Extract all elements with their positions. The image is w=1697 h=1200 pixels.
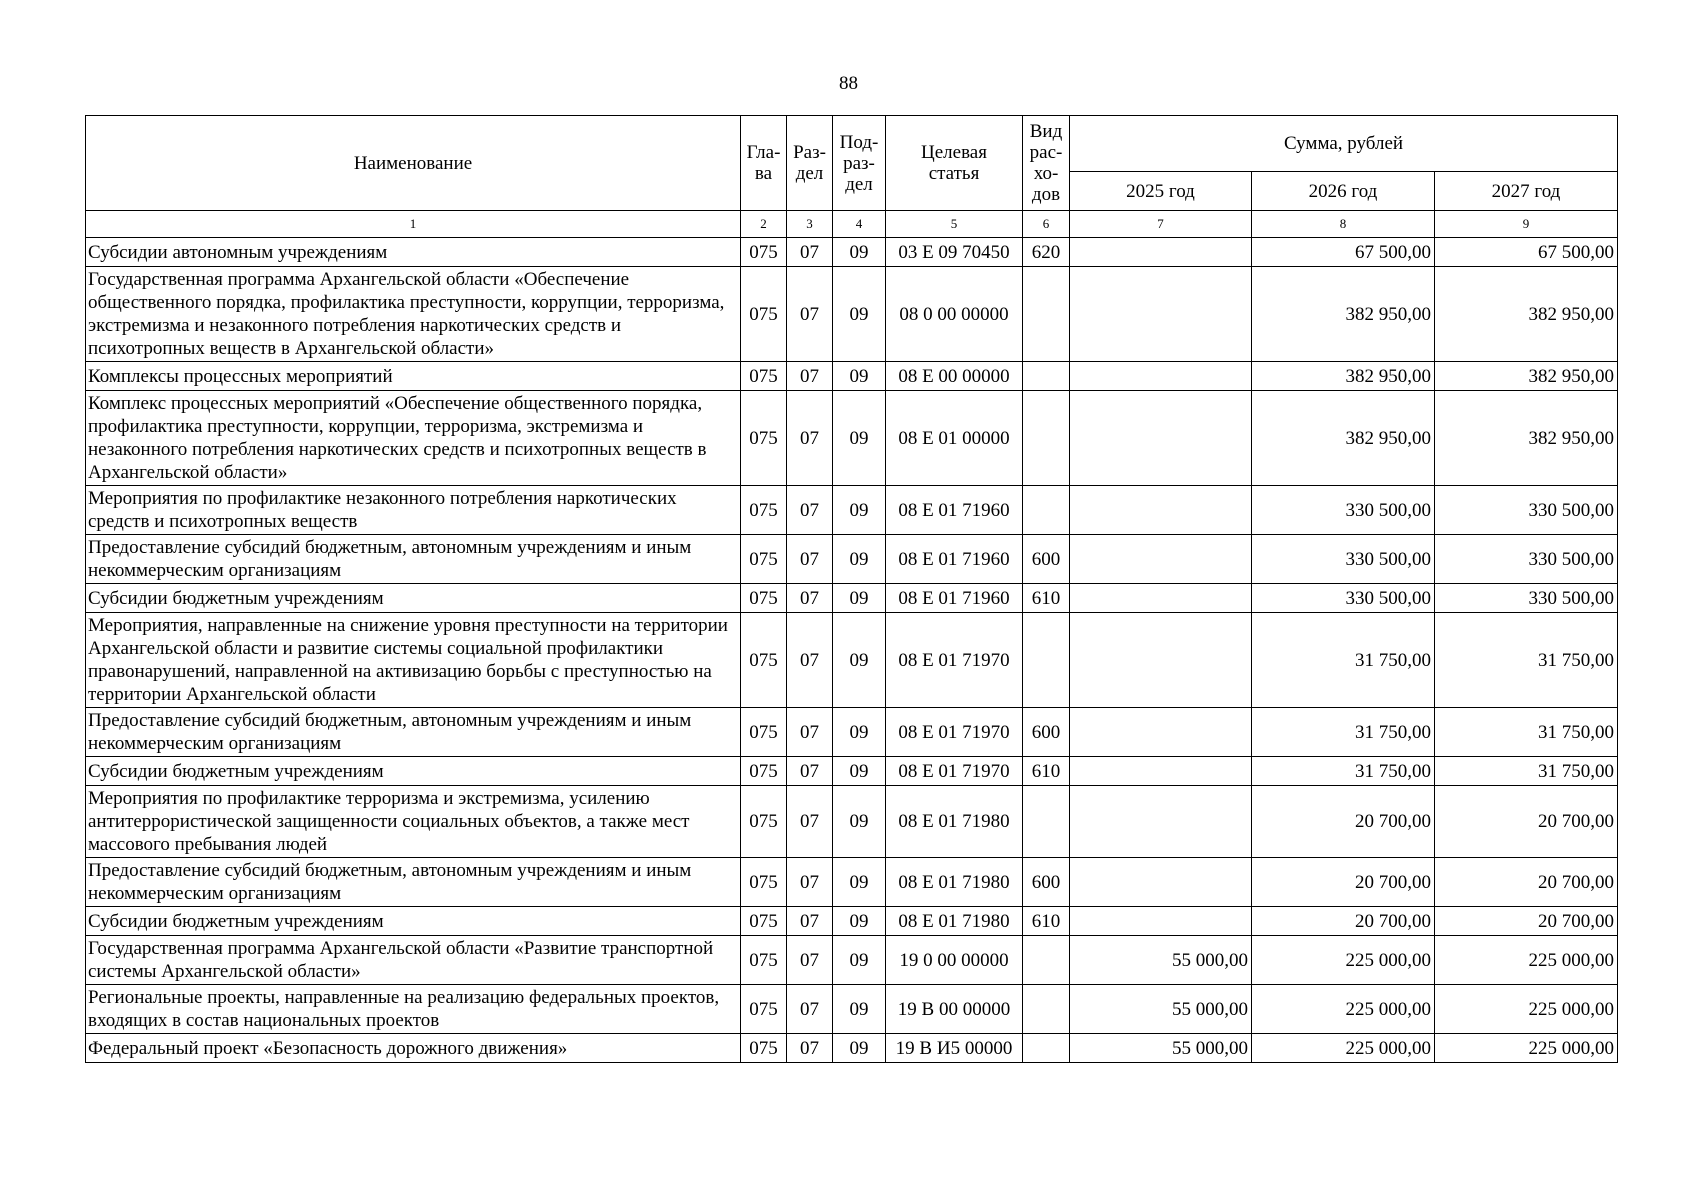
- cell-subsection: 09: [833, 486, 886, 535]
- cell-chapter: 075: [741, 936, 787, 985]
- cell-chapter: 075: [741, 238, 787, 267]
- column-number: 5: [886, 211, 1023, 238]
- cell-expense-type: 600: [1023, 708, 1070, 757]
- cell-expense-type: 600: [1023, 858, 1070, 907]
- table-row: [86, 362, 1618, 391]
- cell-target: 08 Е 01 71980: [886, 858, 1023, 907]
- cell-name: Предоставление субсидий бюджетным, автономным учреждениям и иным некоммерческим организациям: [86, 535, 741, 584]
- cell-subsection: 09: [833, 936, 886, 985]
- table-row: [86, 757, 1618, 786]
- cell-sum-2027: 20 700,00: [1435, 786, 1618, 858]
- header-name: Наименование: [86, 116, 741, 211]
- cell-subsection: 09: [833, 535, 886, 584]
- cell-sum-2025: [1070, 907, 1252, 936]
- cell-target: 19 В И5 00000: [886, 1034, 1023, 1063]
- cell-section: 07: [787, 936, 833, 985]
- cell-sum-2025: [1070, 786, 1252, 858]
- cell-section: 07: [787, 584, 833, 613]
- cell-expense-type: [1023, 391, 1070, 486]
- table-row: [86, 486, 1618, 535]
- cell-chapter: 075: [741, 486, 787, 535]
- page-number: 88: [839, 73, 858, 94]
- cell-sum-2025: [1070, 858, 1252, 907]
- header-chapter: Гла- ва: [741, 116, 787, 211]
- cell-subsection: 09: [833, 907, 886, 936]
- cell-sum-2025: [1070, 613, 1252, 708]
- cell-name: Субсидии бюджетным учреждениям: [86, 907, 741, 936]
- column-number: 8: [1252, 211, 1435, 238]
- cell-chapter: 075: [741, 613, 787, 708]
- cell-name: Субсидии автономным учреждениям: [86, 238, 741, 267]
- cell-section: 07: [787, 858, 833, 907]
- column-number: 9: [1435, 211, 1618, 238]
- cell-subsection: 09: [833, 757, 886, 786]
- cell-target: 08 Е 00 00000: [886, 362, 1023, 391]
- header-year-2026: 2026 год: [1252, 172, 1435, 211]
- cell-target: 08 Е 01 71960: [886, 486, 1023, 535]
- cell-expense-type: 610: [1023, 757, 1070, 786]
- cell-chapter: 075: [741, 267, 787, 362]
- header-target: Целевая статья: [886, 116, 1023, 211]
- cell-expense-type: [1023, 936, 1070, 985]
- cell-sum-2027: 31 750,00: [1435, 757, 1618, 786]
- cell-subsection: 09: [833, 858, 886, 907]
- cell-chapter: 075: [741, 535, 787, 584]
- cell-sum-2025: [1070, 238, 1252, 267]
- cell-sum-2025: [1070, 362, 1252, 391]
- cell-target: 03 Е 09 70450: [886, 238, 1023, 267]
- cell-name: Предоставление субсидий бюджетным, автономным учреждениям и иным некоммерческим организациям: [86, 858, 741, 907]
- cell-expense-type: [1023, 362, 1070, 391]
- cell-expense-type: 620: [1023, 238, 1070, 267]
- cell-target: 08 Е 01 71970: [886, 757, 1023, 786]
- cell-sum-2025: [1070, 757, 1252, 786]
- cell-sum-2027: 31 750,00: [1435, 613, 1618, 708]
- cell-name: Мероприятия, направленные на снижение уровня преступности на территории Архангельской области и развитие системы социальной профилактики правонарушений, направленной на активизацию борьбы с преступностью на территории Архангельской области: [86, 613, 741, 708]
- cell-target: 08 Е 01 71960: [886, 584, 1023, 613]
- cell-chapter: 075: [741, 362, 787, 391]
- table-row: [86, 858, 1618, 907]
- cell-chapter: 075: [741, 584, 787, 613]
- cell-section: 07: [787, 985, 833, 1034]
- cell-expense-type: [1023, 613, 1070, 708]
- cell-sum-2026: 330 500,00: [1252, 584, 1435, 613]
- cell-subsection: 09: [833, 267, 886, 362]
- cell-section: 07: [787, 613, 833, 708]
- cell-sum-2027: 330 500,00: [1435, 535, 1618, 584]
- cell-sum-2027: 20 700,00: [1435, 907, 1618, 936]
- cell-target: 08 Е 01 71970: [886, 613, 1023, 708]
- table-row: [86, 238, 1618, 267]
- cell-target: 08 Е 01 71960: [886, 535, 1023, 584]
- column-number: 3: [787, 211, 833, 238]
- cell-sum-2026: 382 950,00: [1252, 362, 1435, 391]
- table-row: [86, 267, 1618, 362]
- header-year-2027: 2027 год: [1435, 172, 1618, 211]
- header-sum: Сумма, рублей: [1070, 116, 1618, 172]
- cell-sum-2026: 225 000,00: [1252, 985, 1435, 1034]
- cell-section: 07: [787, 1034, 833, 1063]
- cell-target: 08 Е 01 71970: [886, 708, 1023, 757]
- cell-section: 07: [787, 535, 833, 584]
- cell-sum-2025: [1070, 535, 1252, 584]
- table-row: [86, 786, 1618, 858]
- cell-section: 07: [787, 757, 833, 786]
- cell-sum-2025: 55 000,00: [1070, 985, 1252, 1034]
- cell-sum-2027: 382 950,00: [1435, 362, 1618, 391]
- cell-sum-2026: 382 950,00: [1252, 267, 1435, 362]
- table-row: [86, 1034, 1618, 1063]
- cell-chapter: 075: [741, 985, 787, 1034]
- cell-target: 08 Е 01 71980: [886, 907, 1023, 936]
- cell-target: 08 0 00 00000: [886, 267, 1023, 362]
- cell-subsection: 09: [833, 985, 886, 1034]
- cell-sum-2026: 330 500,00: [1252, 535, 1435, 584]
- cell-subsection: 09: [833, 1034, 886, 1063]
- cell-chapter: 075: [741, 708, 787, 757]
- cell-expense-type: 600: [1023, 535, 1070, 584]
- cell-section: 07: [787, 907, 833, 936]
- cell-expense-type: 610: [1023, 907, 1070, 936]
- cell-sum-2027: 382 950,00: [1435, 391, 1618, 486]
- cell-sum-2027: 330 500,00: [1435, 486, 1618, 535]
- cell-sum-2026: 225 000,00: [1252, 936, 1435, 985]
- table-row: [86, 391, 1618, 486]
- cell-expense-type: [1023, 985, 1070, 1034]
- column-number: 4: [833, 211, 886, 238]
- cell-sum-2025: [1070, 708, 1252, 757]
- cell-chapter: 075: [741, 391, 787, 486]
- cell-name: Региональные проекты, направленные на реализацию федеральных проектов, входящих в состав национальных проектов: [86, 985, 741, 1034]
- cell-sum-2027: 31 750,00: [1435, 708, 1618, 757]
- cell-name: Мероприятия по профилактике терроризма и экстремизма, усилению антитеррористической защищенности социальных объектов, а также мест массового пребывания людей: [86, 786, 741, 858]
- cell-subsection: 09: [833, 238, 886, 267]
- cell-section: 07: [787, 238, 833, 267]
- cell-name: Государственная программа Архангельской области «Обеспечение общественного порядка, профилактика преступности, коррупции, терроризма, экстремизма и незаконного потребления наркотических средств и психотропных веществ в Архангельской области»: [86, 267, 741, 362]
- cell-sum-2027: 20 700,00: [1435, 858, 1618, 907]
- cell-sum-2027: 330 500,00: [1435, 584, 1618, 613]
- header-expense-type: Вид рас- хо- дов: [1023, 116, 1070, 211]
- cell-subsection: 09: [833, 362, 886, 391]
- table-row: [86, 708, 1618, 757]
- cell-sum-2026: 20 700,00: [1252, 907, 1435, 936]
- cell-name: Комплекс процессных мероприятий «Обеспечение общественного порядка, профилактика преступности, коррупции, терроризма, экстремизма и незаконного потребления наркотических средств и психотропных веществ в Архангельской области»: [86, 391, 741, 486]
- cell-sum-2025: [1070, 584, 1252, 613]
- budget-table: [85, 115, 1618, 1063]
- cell-name: Государственная программа Архангельской области «Развитие транспортной системы Архангельской области»: [86, 936, 741, 985]
- header-section: Раз- дел: [787, 116, 833, 211]
- cell-target: 19 0 00 00000: [886, 936, 1023, 985]
- table-row: [86, 584, 1618, 613]
- cell-name: Комплексы процессных мероприятий: [86, 362, 741, 391]
- cell-section: 07: [787, 391, 833, 486]
- cell-name: Мероприятия по профилактике незаконного потребления наркотических средств и психотропных веществ: [86, 486, 741, 535]
- cell-sum-2027: 225 000,00: [1435, 985, 1618, 1034]
- cell-sum-2026: 225 000,00: [1252, 1034, 1435, 1063]
- cell-subsection: 09: [833, 584, 886, 613]
- table-row: [86, 613, 1618, 708]
- cell-subsection: 09: [833, 391, 886, 486]
- cell-sum-2026: 330 500,00: [1252, 486, 1435, 535]
- cell-sum-2025: 55 000,00: [1070, 1034, 1252, 1063]
- table-row: [86, 535, 1618, 584]
- cell-name: Федеральный проект «Безопасность дорожного движения»: [86, 1034, 741, 1063]
- cell-expense-type: 610: [1023, 584, 1070, 613]
- cell-sum-2026: 20 700,00: [1252, 786, 1435, 858]
- cell-chapter: 075: [741, 858, 787, 907]
- cell-sum-2027: 225 000,00: [1435, 936, 1618, 985]
- cell-sum-2026: 31 750,00: [1252, 613, 1435, 708]
- table-body: [86, 238, 1618, 1063]
- cell-sum-2026: 67 500,00: [1252, 238, 1435, 267]
- cell-sum-2027: 382 950,00: [1435, 267, 1618, 362]
- cell-target: 19 В 00 00000: [886, 985, 1023, 1034]
- cell-chapter: 075: [741, 907, 787, 936]
- cell-expense-type: [1023, 486, 1070, 535]
- cell-section: 07: [787, 708, 833, 757]
- cell-name: Субсидии бюджетным учреждениям: [86, 757, 741, 786]
- header-year-2025: 2025 год: [1070, 172, 1252, 211]
- cell-sum-2026: 382 950,00: [1252, 391, 1435, 486]
- cell-chapter: 075: [741, 786, 787, 858]
- cell-subsection: 09: [833, 786, 886, 858]
- cell-expense-type: [1023, 786, 1070, 858]
- column-number: 2: [741, 211, 787, 238]
- cell-section: 07: [787, 786, 833, 858]
- cell-subsection: 09: [833, 613, 886, 708]
- cell-target: 08 Е 01 71980: [886, 786, 1023, 858]
- cell-sum-2025: 55 000,00: [1070, 936, 1252, 985]
- cell-name: Субсидии бюджетным учреждениям: [86, 584, 741, 613]
- cell-section: 07: [787, 362, 833, 391]
- table-row: [86, 936, 1618, 985]
- cell-chapter: 075: [741, 757, 787, 786]
- column-number: 1: [86, 211, 741, 238]
- header-subsection: Под- раз- дел: [833, 116, 886, 211]
- table-row: [86, 985, 1618, 1034]
- cell-sum-2025: [1070, 391, 1252, 486]
- column-number: 6: [1023, 211, 1070, 238]
- column-number: 7: [1070, 211, 1252, 238]
- cell-sum-2025: [1070, 267, 1252, 362]
- cell-sum-2026: 20 700,00: [1252, 858, 1435, 907]
- cell-expense-type: [1023, 1034, 1070, 1063]
- cell-sum-2027: 67 500,00: [1435, 238, 1618, 267]
- cell-target: 08 Е 01 00000: [886, 391, 1023, 486]
- cell-sum-2026: 31 750,00: [1252, 708, 1435, 757]
- cell-sum-2026: 31 750,00: [1252, 757, 1435, 786]
- table-row: [86, 907, 1618, 936]
- cell-subsection: 09: [833, 708, 886, 757]
- cell-section: 07: [787, 486, 833, 535]
- cell-name: Предоставление субсидий бюджетным, автономным учреждениям и иным некоммерческим организациям: [86, 708, 741, 757]
- cell-sum-2025: [1070, 486, 1252, 535]
- cell-section: 07: [787, 267, 833, 362]
- cell-chapter: 075: [741, 1034, 787, 1063]
- cell-expense-type: [1023, 267, 1070, 362]
- column-numbers-row: [86, 211, 1618, 238]
- cell-sum-2027: 225 000,00: [1435, 1034, 1618, 1063]
